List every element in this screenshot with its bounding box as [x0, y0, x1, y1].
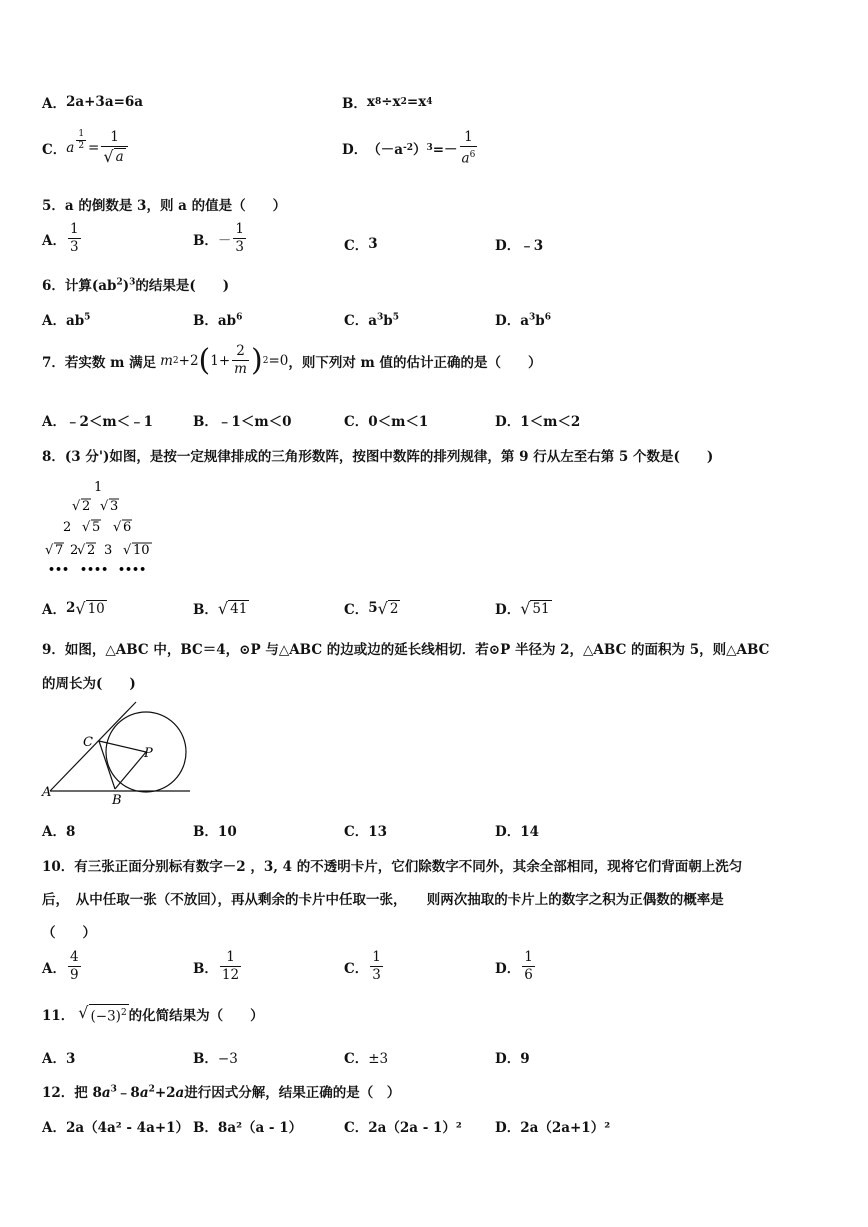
q7-option-d: D．1＜m＜2	[495, 414, 581, 430]
q7-option-c: C．0＜m＜1	[344, 414, 429, 430]
tri-row2-val-2: 3	[110, 499, 119, 514]
q4-option-b: B． x 8 ÷x 2 =x 4	[342, 94, 433, 112]
q6-option-a: A．$ab^5$	[42, 312, 91, 329]
tri-row4-val-1: 7	[55, 543, 64, 558]
q9-option-a: A．8	[42, 824, 76, 840]
q8-option-c: C． 5 √ 2	[344, 598, 399, 618]
tri-row4-sqrt-2: √	[77, 543, 86, 558]
q8-option-b: B． √ 41	[193, 598, 248, 618]
q6-option-d: D．$a^3b^6$	[495, 312, 551, 329]
q5-option-c: C． 3	[344, 236, 378, 254]
label-b: B	[112, 793, 122, 808]
q10-option-a: A． $\frac{4}{9}$	[42, 949, 79, 983]
q7-equation: m 2 +2 ( 1+ $\frac{2}{m}$ ) 2 =0	[160, 342, 289, 378]
tri-row2-val-1: 2	[82, 499, 91, 514]
tri-row4-coef-2: 2	[70, 543, 79, 558]
tri-row4-sqrt-4: √	[123, 543, 132, 558]
q5-option-b: B． － $\frac{1}{3}$	[193, 221, 245, 255]
label-p: P	[144, 746, 153, 761]
q12-option-b: B．8a²（a - 1）	[193, 1120, 303, 1136]
tri-row3-val-3: 6	[123, 520, 132, 535]
q10-option-b: B． $\frac{1}{12}$	[193, 949, 240, 983]
q12-stem: 12．把 $8a^3﹣8a^2+2a$进行因式分解，结果正确的是（ ）	[42, 1084, 401, 1101]
q11-stem: 11． √ $(-3)^2$ 的化简结果为（ ）	[42, 1003, 264, 1025]
q10-stem-line2: 后， 从中任取一张（不放回），再从剩余的卡片中任取一张， 则两次抽取的卡片上的数字之积为正偶数的概率是	[42, 892, 724, 908]
q10-stem-line3: （ ）	[42, 925, 96, 941]
q9-option-d: D．14	[495, 824, 540, 840]
tri-row4-val-3: 3	[104, 543, 113, 558]
tri-row3-sqrt-2: √	[82, 520, 91, 535]
tri-row3-sqrt-3: √	[113, 520, 122, 535]
q9-option-c: C．13	[344, 824, 388, 840]
q10-option-c: C． $\frac{1}{3}$	[344, 949, 381, 983]
q11-option-d: D．9	[495, 1051, 530, 1067]
q6-option-b: B．$ab^6$	[193, 312, 243, 329]
tri-dots-2: ••••	[80, 563, 109, 576]
q6-stem: 6．计算$(ab^2)^3$的结果是( )	[42, 277, 230, 294]
tri-dots-3: ••••	[118, 563, 147, 576]
q12-option-a: A．2a（4a² - 4a+1）	[42, 1120, 190, 1136]
q7-option-a: A．﹣2＜m＜﹣1	[42, 414, 154, 430]
q8-option-d: D． √ 51	[495, 598, 550, 618]
tri-dots-1: •••	[48, 563, 70, 576]
label-a: A	[42, 785, 52, 800]
q5-option-d: D． ﹣3	[495, 238, 544, 254]
q9-stem-line2: 的周长为( )	[42, 676, 136, 692]
q4-option-c: C． a $\frac{1}{2}$ = 1 √ a	[42, 130, 130, 166]
tri-row4-val-4: 10	[133, 543, 150, 558]
tri-row1-val-1: 1	[94, 480, 103, 495]
q11-option-a: A．3	[42, 1051, 76, 1067]
q7-stem: 7． 若实数 m 满足 m 2 +2 ( 1+ $\frac{2}{m}$ ) 2 =0 ，则下列对 m 值的估计正确的是（ ）	[42, 342, 542, 378]
tri-row2-sqrt-1: √	[72, 499, 81, 514]
label-c: C	[83, 735, 93, 750]
triangle-circle-figure	[40, 700, 195, 810]
number-triangle-figure	[40, 476, 160, 576]
q5-stem: 5．a 的倒数是 3，则 a 的值是（ ）	[42, 198, 287, 214]
q8-option-a: A． 2 √ 10	[42, 598, 105, 618]
q8-stem: 8．(3 分')如图，是按一定规律排成的三角形数阵，按图中数阵的排列规律，第 9 行从左至右第 5 个数是( )	[42, 449, 714, 465]
tri-row2-sqrt-2: √	[100, 499, 109, 514]
q9-option-b: B．10	[193, 824, 237, 840]
q12-option-c: C．2a（2a - 1）²	[344, 1120, 462, 1136]
q7-option-b: B．﹣1＜m＜0	[193, 414, 292, 430]
tri-row4-sqrt-1: √	[45, 543, 54, 558]
tri-row3-val-1: 2	[63, 520, 72, 535]
q9-stem-line1: 9．如图，△ABC 中，BC＝4，⊙P 与△ABC 的边或边的延长线相切．若⊙P 半径为 2，△ABC 的面积为 5，则△ABC	[42, 642, 770, 658]
tri-row3-val-2: 5	[92, 520, 101, 535]
q5-option-a: A． $\frac{1}{3}$	[42, 221, 79, 255]
q4-option-d: D． （－a -2 ） 3 =－ $\frac{1}{a^6}$	[342, 129, 476, 167]
exponent-fraction: $\frac{1}{2}$	[78, 128, 85, 151]
q12-option-d: D．2a（2a+1）²	[495, 1120, 611, 1136]
q10-option-d: D． $\frac{1}{6}$	[495, 949, 533, 983]
q10-stem-line1: 10．有三张正面分别标有数字－2 ，3, 4 的不透明卡片，它们除数字不同外，其余全部相同，现将它们背面朝上洗匀	[42, 859, 743, 875]
fraction: 1 √ a	[101, 130, 127, 166]
q4-option-a: A． 2a+3a=6a	[42, 94, 144, 112]
fraction: $\frac{1}{a^6}$	[461, 129, 476, 167]
q6-option-c: C．$a^3b^5$	[344, 312, 399, 329]
tri-row4-val-2: 2	[87, 543, 96, 558]
q11-option-c: C．±3	[344, 1051, 389, 1067]
q11-option-b: B．−3	[193, 1051, 238, 1067]
